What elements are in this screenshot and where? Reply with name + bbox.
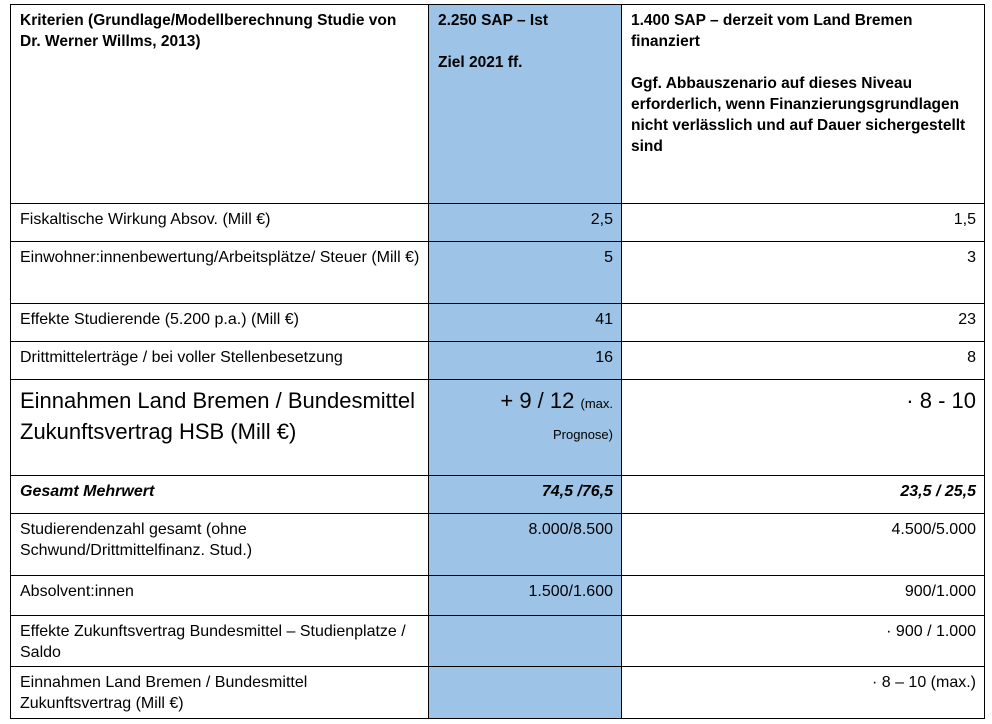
table-row (11, 667, 985, 719)
row-label: Effekte Zukunftsvertrag Bundesmittel – Studienplatze / Saldo (11, 616, 429, 667)
row-land-value: 1,5 (622, 204, 985, 242)
row-label: Drittmittelerträge / bei voller Stellenbesetzung (11, 342, 429, 380)
header-land-note: Ggf. Abbauszenario auf dieses Niveau erforderlich, wenn Finanzierungsgrundlagen nicht verlässlich und auf Dauer sichergestellt sind (631, 75, 966, 155)
gesamt-row (11, 476, 985, 514)
einnahmen-ist (429, 380, 622, 476)
einnahmen-row (11, 380, 985, 476)
row-ist-value: 41 (429, 304, 622, 342)
gesamt-land-value: 23,5 / 25,5 (622, 476, 985, 514)
row-label: Einwohner:innenbewertung/Arbeitsplätze/ Steuer (Mill €) (11, 242, 429, 304)
row-land-value: · 900 / 1.000 (622, 616, 985, 667)
row-land-value: 8 (622, 342, 985, 380)
header-land (622, 5, 985, 204)
table-row (11, 342, 985, 380)
row-label: Absolvent:innen (11, 576, 429, 616)
row-land-value: 3 (622, 242, 985, 304)
einnahmen-label: Einnahmen Land Bremen / Bundesmittel Zukunftsvertrag HSB (Mill €) (11, 380, 429, 476)
header-ist-title: 2.250 SAP – Ist (438, 12, 549, 29)
header-ist (429, 5, 622, 204)
header-land-title: 1.400 SAP – derzeit vom Land Bremen finanziert (631, 12, 913, 50)
row-ist-value: 8.000/8.500 (429, 514, 622, 576)
einnahmen-ist-value: + 9 / 12 (500, 388, 575, 413)
row-ist-value (429, 616, 622, 667)
row-ist-value: 5 (429, 242, 622, 304)
header-row (11, 5, 985, 204)
header-ist-target: Ziel 2021 ff. (438, 54, 523, 71)
table-row (11, 242, 985, 304)
row-land-value: · 8 – 10 (max.) (622, 667, 985, 719)
row-ist-value: 1.500/1.600 (429, 576, 622, 616)
row-label: Fiskaltische Wirkung Absov. (Mill €) (11, 204, 429, 242)
row-land-value: 23 (622, 304, 985, 342)
row-ist-value: 16 (429, 342, 622, 380)
row-ist-value (429, 667, 622, 719)
table-row (11, 576, 985, 616)
row-land-value: 4.500/5.000 (622, 514, 985, 576)
row-label: Studierendenzahl gesamt (ohne Schwund/Drittmittelfinanz. Stud.) (11, 514, 429, 576)
table-row (11, 304, 985, 342)
row-label: Einnahmen Land Bremen / Bundesmittel Zukunftsvertrag (Mill €) (11, 667, 429, 719)
table-row (11, 204, 985, 242)
comparison-table (10, 4, 985, 719)
table-row (11, 616, 985, 667)
row-ist-value: 2,5 (429, 204, 622, 242)
row-label: Effekte Studierende (5.200 p.a.) (Mill €) (11, 304, 429, 342)
table-row (11, 514, 985, 576)
einnahmen-land-value: · 8 - 10 (622, 380, 985, 476)
row-land-value: 900/1.000 (622, 576, 985, 616)
gesamt-label: Gesamt Mehrwert (11, 476, 429, 514)
einnahmen-ist-note: (max. Prognose) (553, 396, 613, 442)
gesamt-ist-value: 74,5 /76,5 (429, 476, 622, 514)
header-criteria: Kriterien (Grundlage/Modellberechnung Studie von Dr. Werner Willms, 2013) (11, 5, 429, 204)
